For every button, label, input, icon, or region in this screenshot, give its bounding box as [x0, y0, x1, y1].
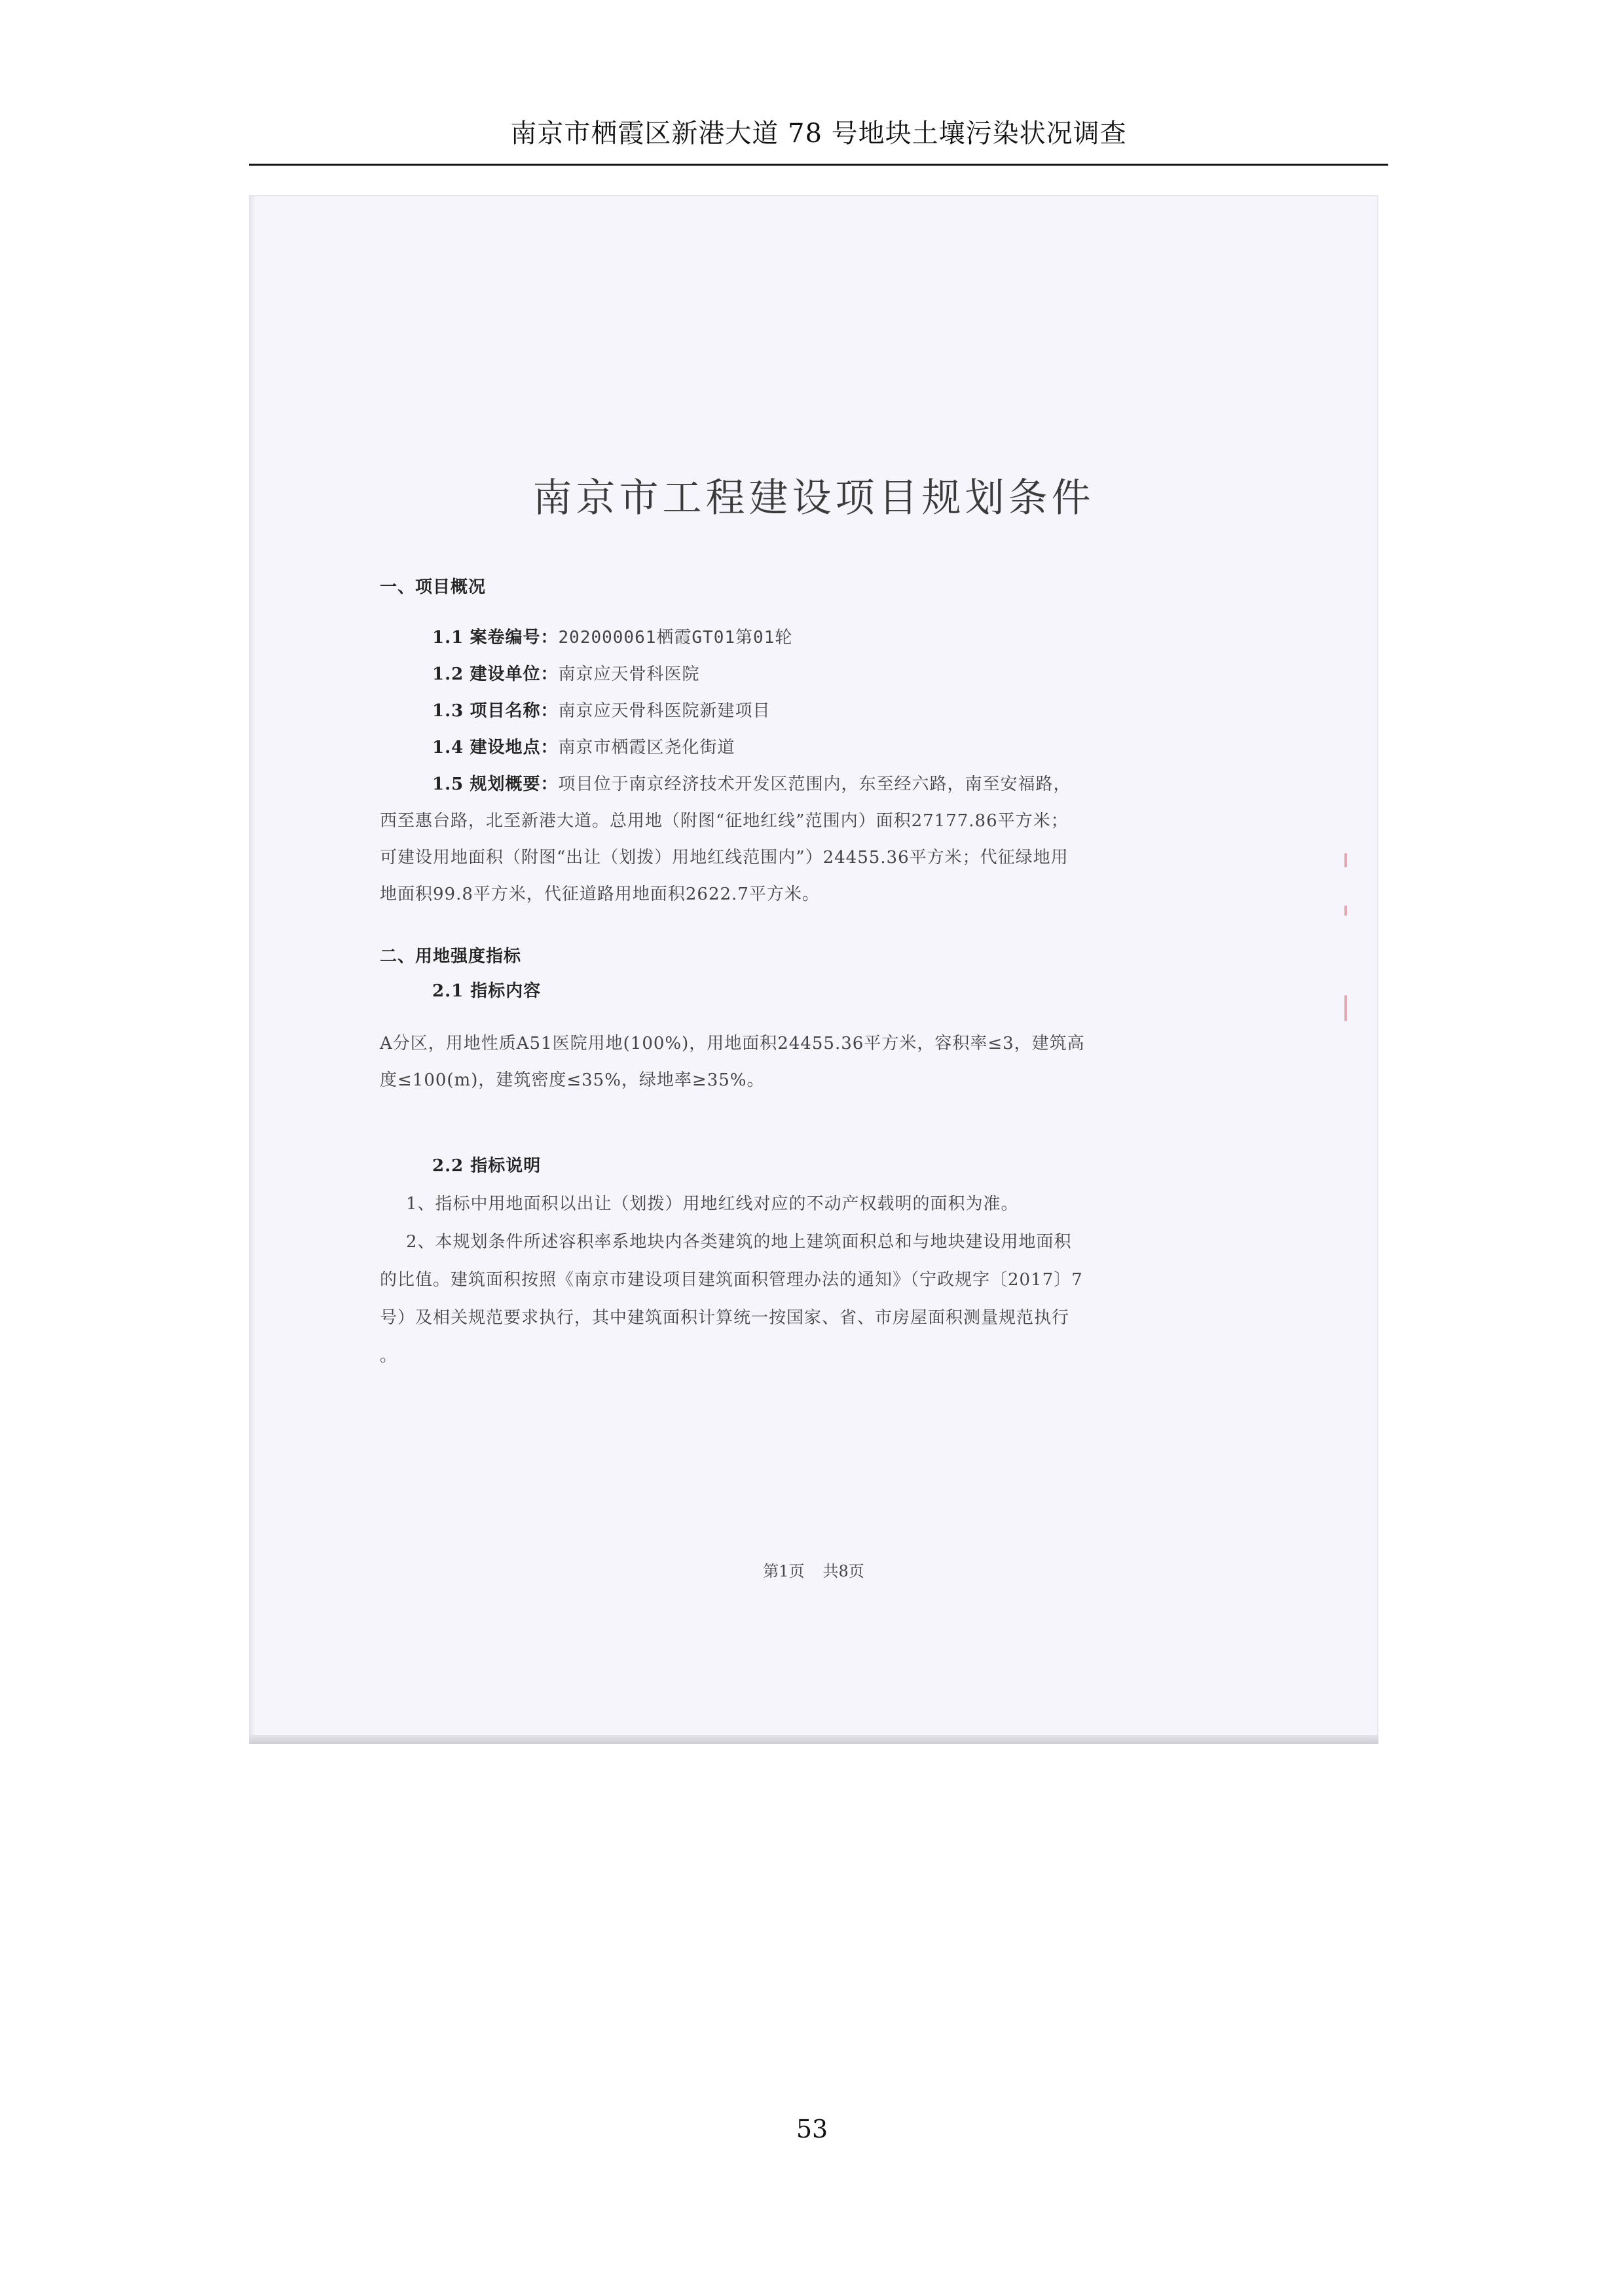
item-value: 南京应天骨科医院 [558, 665, 700, 684]
item-number: 1.4 [432, 738, 464, 757]
scanned-page-total: 共8页 [822, 1562, 864, 1580]
item-value: 南京应天骨科医院新建项目 [558, 701, 771, 721]
scan-speck [1344, 905, 1347, 916]
overview-item [432, 661, 700, 685]
subsection-heading: 2.1 指标内容 [432, 981, 542, 1001]
overview-item [432, 624, 792, 648]
explanation-text: 1、指标中用地面积以出让（划拨）用地红线对应的不动产权载明的面积为准。 [406, 1194, 1019, 1214]
scan-edge-shadow [249, 195, 255, 1744]
item-label: 建设地点： [470, 738, 559, 757]
overview-item [432, 771, 1071, 795]
indicator-text: A分区，用地性质A51医院用地(100%)，用地面积24455.36平方米，容积率≤3，建筑高 [380, 1034, 1085, 1053]
running-header: 南京市栖霞区新港大道 78 号地块土壤污染状况调查 [510, 118, 1127, 149]
explanation-text: 。 [380, 1346, 398, 1366]
explanation-text: 号）及相关规范要求执行，其中建筑面积计算统一按国家、省、市房屋面积测量规范执行 [380, 1308, 1070, 1328]
item-label: 建设单位： [470, 665, 559, 684]
page-number: 53 [796, 2115, 828, 2143]
item-value: 项目位于南京经济技术开发区范围内，东至经六路，南至安福路， [558, 774, 1071, 794]
item-number: 1.3 [432, 701, 464, 721]
item-value: 202000061栖霞GT01第01轮 [558, 628, 793, 647]
subsection-heading: 2.2 指标说明 [432, 1156, 542, 1176]
section-heading: 一、项目概况 [380, 577, 487, 597]
overview-text: 地面积99.8平方米，代征道路用地面积2622.7平方米。 [380, 884, 820, 904]
overview-text: 可建设用地面积（附图“出让（划拨）用地红线范围内”）24455.36平方米；代征绿地用 [380, 848, 1069, 867]
item-label: 项目名称： [470, 701, 559, 721]
overview-text: 西至惠台路，北至新港大道。总用地（附图“征地红线”范围内）面积27177.86平方米； [380, 811, 1069, 831]
item-number: 1.2 [432, 665, 464, 684]
explanation-text: 2、本规划条件所述容积率系地块内各类建筑的地上建筑面积总和与地块建设用地面积 [406, 1232, 1072, 1252]
scan-speck [1344, 995, 1347, 1021]
item-label: 规划概要： [470, 774, 559, 794]
explanation-text: 的比值。建筑面积按照《南京市建设项目建筑面积管理办法的通知》（宁政规字〔2017〕7 [380, 1270, 1083, 1290]
item-number: 1.5 [432, 774, 464, 794]
item-label: 案卷编号： [470, 628, 559, 647]
item-value: 南京市栖霞区尧化街道 [558, 738, 735, 757]
scanned-page [249, 195, 1378, 1744]
scanned-page-current: 第1页 [763, 1562, 805, 1580]
scanned-page-footer [249, 1558, 1378, 1581]
section-heading: 二、用地强度指标 [380, 947, 522, 966]
scan-speck [1344, 853, 1347, 867]
overview-item [432, 697, 771, 721]
indicator-text: 度≤100(m)，建筑密度≤35%，绿地率≥35%。 [380, 1070, 765, 1090]
item-number: 1.1 [432, 628, 464, 647]
header-rule [249, 164, 1388, 166]
document-title: 南京市工程建设项目规划条件 [532, 475, 1095, 521]
overview-item [432, 734, 735, 758]
scan-bottom-shadow [249, 1735, 1378, 1744]
